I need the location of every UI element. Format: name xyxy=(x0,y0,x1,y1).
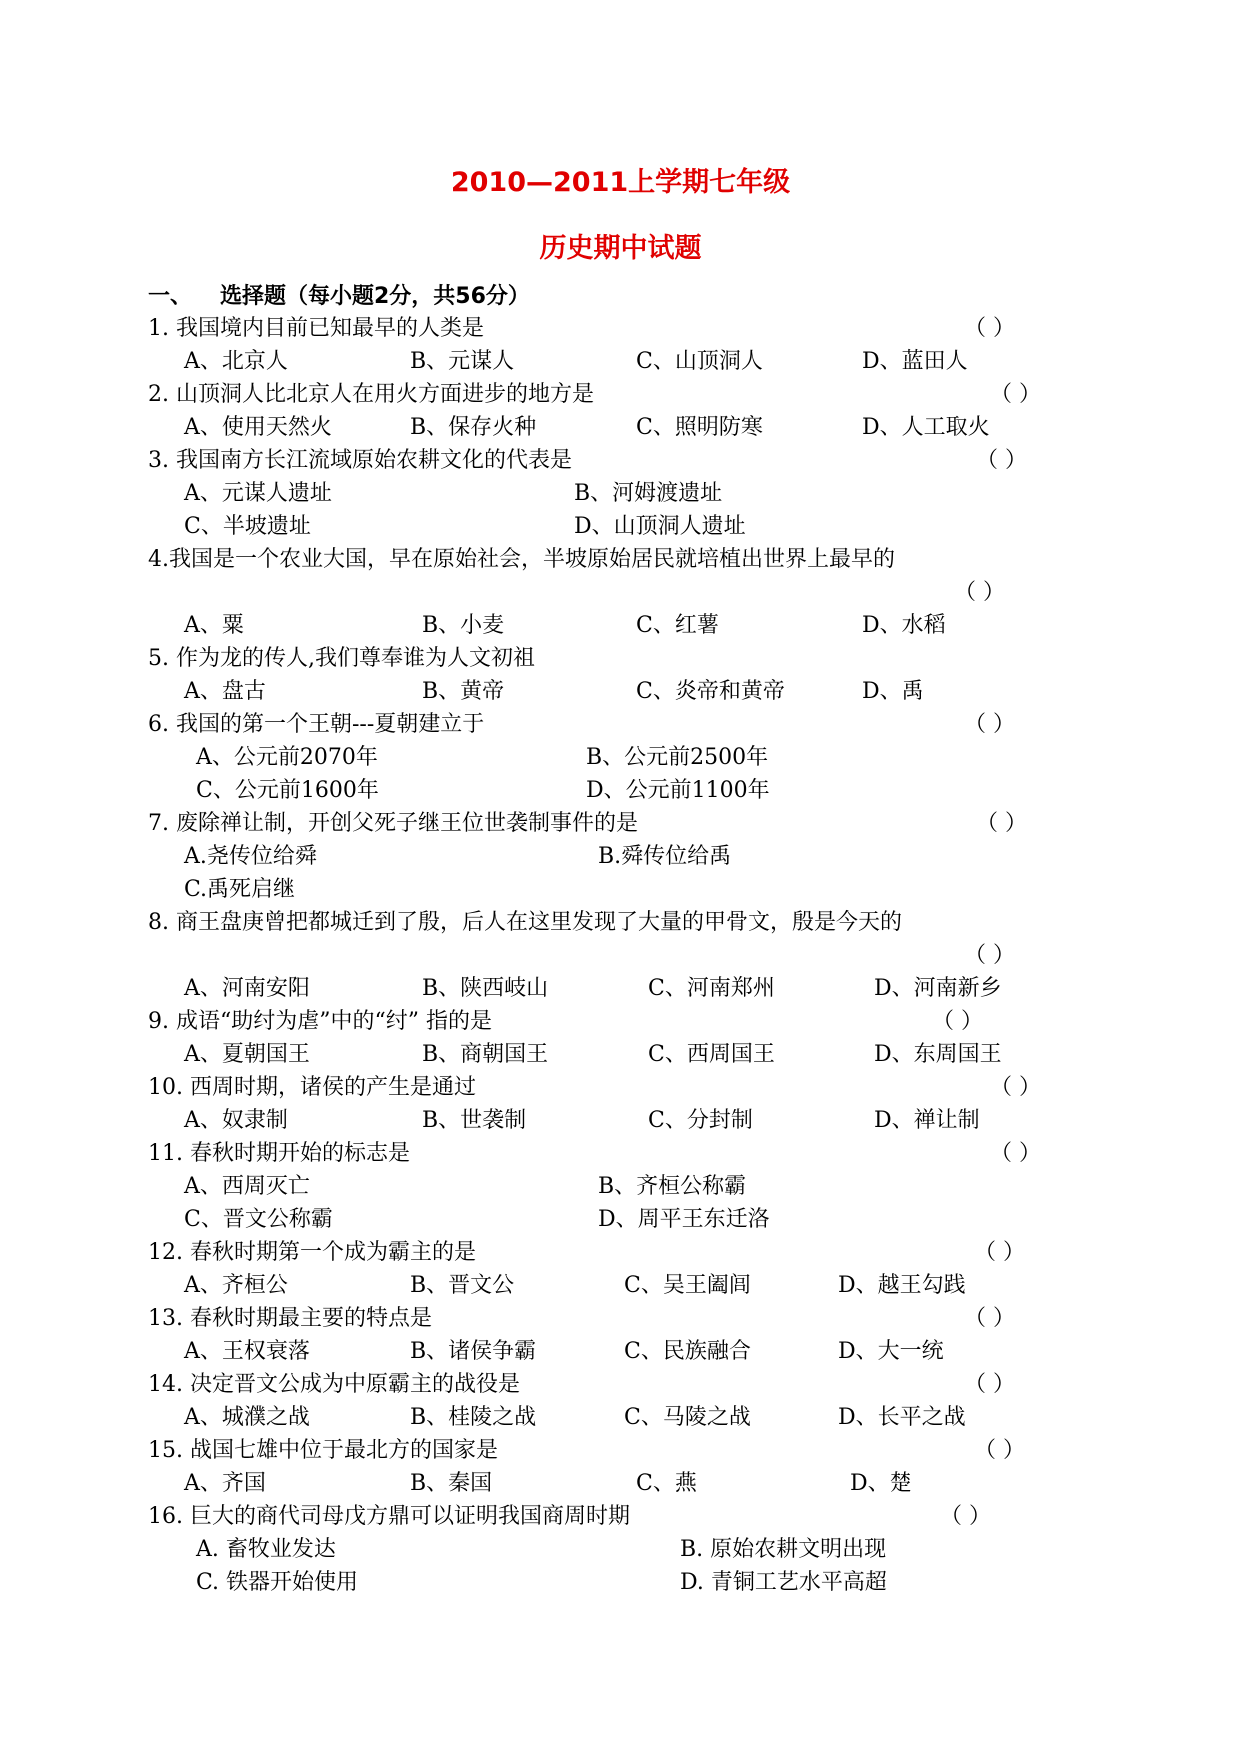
question-14-answer-blank: （ ） xyxy=(964,1372,1015,1397)
question-8-option-c: C、河南郑州 xyxy=(648,976,775,1001)
question-6-option-d: D、公元前1100年 xyxy=(586,778,770,803)
question-3-answer-blank: （ ） xyxy=(976,448,1027,473)
question-13-option-d: D、大一统 xyxy=(838,1339,944,1364)
question-2-option-a: A、使用天然火 xyxy=(184,415,332,440)
question-2-option-b: B、保存火种 xyxy=(410,415,537,440)
question-1-stem: 1. 我国境内目前已知最早的人类是 xyxy=(148,316,484,341)
question-10-answer-blank: （ ） xyxy=(990,1075,1041,1100)
question-1-option-d: D、蓝田人 xyxy=(862,349,968,374)
question-16-option-b: B. 原始农耕文明出现 xyxy=(680,1537,887,1562)
question-12-option-a: A、齐桓公 xyxy=(184,1273,288,1298)
question-6-option-a: A、公元前2070年 xyxy=(196,745,378,770)
question-3-stem: 3. 我国南方长江流域原始农耕文化的代表是 xyxy=(148,448,572,473)
question-2-option-c: C、照明防寒 xyxy=(636,415,763,440)
question-13-option-a: A、王权衰落 xyxy=(184,1339,310,1364)
question-5-option-c: C、炎帝和黄帝 xyxy=(636,679,785,704)
question-8-stem: 8. 商王盘庚曾把都城迁到了殷，后人在这里发现了大量的甲骨文，殷是今天的 xyxy=(148,910,902,935)
question-7-option-c: C.禹死启继 xyxy=(184,877,296,902)
question-13-stem: 13. 春秋时期最主要的特点是 xyxy=(148,1306,432,1331)
question-15-option-d: D、楚 xyxy=(850,1471,912,1496)
question-12-option-c: C、吴王阖闾 xyxy=(624,1273,751,1298)
question-6-answer-blank: （ ） xyxy=(964,712,1015,737)
question-14-option-d: D、长平之战 xyxy=(838,1405,966,1430)
question-3-option-c: C、半坡遗址 xyxy=(184,514,311,539)
question-9-option-a: A、夏朝国王 xyxy=(184,1042,310,1067)
question-5-option-a: A、盘古 xyxy=(184,679,266,704)
question-4-option-d: D、水稻 xyxy=(862,613,946,638)
question-12-stem: 12. 春秋时期第一个成为霸主的是 xyxy=(148,1240,476,1265)
question-11-answer-blank: （ ） xyxy=(990,1141,1041,1166)
question-14-option-c: C、马陵之战 xyxy=(624,1405,751,1430)
question-10-option-b: B、世袭制 xyxy=(422,1108,527,1133)
question-8-option-b: B、陕西岐山 xyxy=(422,976,549,1001)
question-11-option-c: C、晋文公称霸 xyxy=(184,1207,333,1232)
question-10-stem: 10. 西周时期，诸侯的产生是通过 xyxy=(148,1075,476,1100)
question-3-option-d: D、山顶洞人遗址 xyxy=(574,514,746,539)
question-5-option-b: B、黄帝 xyxy=(422,679,505,704)
question-1-option-c: C、山顶洞人 xyxy=(636,349,763,374)
question-9-option-b: B、商朝国王 xyxy=(422,1042,549,1067)
question-16-option-c: C. 铁器开始使用 xyxy=(196,1570,359,1595)
question-12-option-d: D、越王勾践 xyxy=(838,1273,966,1298)
question-7-option-a: A.尧传位给舜 xyxy=(184,844,317,869)
question-3-option-a: A、元谋人遗址 xyxy=(184,481,332,506)
question-12-answer-blank: （ ） xyxy=(974,1240,1025,1265)
question-7-option-b: B.舜传位给禹 xyxy=(598,844,732,869)
question-1-answer-blank: （ ） xyxy=(964,316,1015,341)
question-6-option-b: B、公元前2500年 xyxy=(586,745,769,770)
question-11-option-a: A、西周灭亡 xyxy=(184,1174,310,1199)
question-10-option-d: D、禅让制 xyxy=(874,1108,980,1133)
question-6-option-c: C、公元前1600年 xyxy=(196,778,379,803)
question-2-answer-blank: （ ） xyxy=(990,382,1041,407)
question-4-answer-blank: （ ） xyxy=(954,580,1005,605)
question-11-stem: 11. 春秋时期开始的标志是 xyxy=(148,1141,410,1166)
question-4-option-b: B、小麦 xyxy=(422,613,505,638)
question-5-option-d: D、禹 xyxy=(862,679,924,704)
question-5-stem: 5. 作为龙的传人,我们尊奉谁为人文初祖 xyxy=(148,646,535,671)
question-9-option-d: D、东周国王 xyxy=(874,1042,1002,1067)
question-6-stem: 6. 我国的第一个王朝---夏朝建立于 xyxy=(148,712,485,737)
section-number: 一、 xyxy=(148,284,193,309)
question-10-option-c: C、分封制 xyxy=(648,1108,753,1133)
question-13-answer-blank: （ ） xyxy=(964,1306,1015,1331)
question-1-option-a: A、北京人 xyxy=(184,349,288,374)
question-9-stem: 9. 成语“助纣为虐”中的“纣” 指的是 xyxy=(148,1009,492,1034)
question-4-stem: 4.我国是一个农业大国，早在原始社会，半坡原始居民就培植出世界上最早的 xyxy=(148,547,895,572)
exam-title-line1: 2010—2011上学期七年级 xyxy=(450,167,791,198)
question-15-option-c: C、燕 xyxy=(636,1471,697,1496)
question-14-option-b: B、桂陵之战 xyxy=(410,1405,537,1430)
question-4-option-a: A、粟 xyxy=(184,613,244,638)
exam-title-line2: 历史期中试题 xyxy=(539,233,702,264)
question-16-stem: 16. 巨大的商代司母戊方鼎可以证明我国商周时期 xyxy=(148,1504,630,1529)
section-heading xyxy=(148,282,530,312)
question-16-option-d: D. 青铜工艺水平高超 xyxy=(680,1570,887,1595)
question-15-option-b: B、秦国 xyxy=(410,1471,493,1496)
question-4-option-c: C、红薯 xyxy=(636,613,719,638)
question-16-answer-blank: （ ） xyxy=(940,1504,991,1529)
question-8-answer-blank: （ ） xyxy=(964,943,1015,968)
question-3-option-b: B、河姆渡遗址 xyxy=(574,481,723,506)
question-15-answer-blank: （ ） xyxy=(974,1438,1025,1463)
question-7-stem: 7. 废除禅让制，开创父死子继王位世袭制事件的是 xyxy=(148,811,638,836)
question-14-option-a: A、城濮之战 xyxy=(184,1405,310,1430)
question-10-option-a: A、奴隶制 xyxy=(184,1108,288,1133)
question-13-option-c: C、民族融合 xyxy=(624,1339,751,1364)
question-9-answer-blank: （ ） xyxy=(932,1009,983,1034)
question-14-stem: 14. 决定晋文公成为中原霸主的战役是 xyxy=(148,1372,520,1397)
question-2-option-d: D、人工取火 xyxy=(862,415,990,440)
question-9-option-c: C、西周国王 xyxy=(648,1042,775,1067)
question-8-option-d: D、河南新乡 xyxy=(874,976,1002,1001)
question-8-option-a: A、河南安阳 xyxy=(184,976,310,1001)
question-11-option-d: D、周平王东迁洛 xyxy=(598,1207,770,1232)
question-13-option-b: B、诸侯争霸 xyxy=(410,1339,537,1364)
question-12-option-b: B、晋文公 xyxy=(410,1273,515,1298)
question-16-option-a: A. 畜牧业发达 xyxy=(196,1537,336,1562)
question-1-option-b: B、元谋人 xyxy=(410,349,515,374)
question-15-option-a: A、齐国 xyxy=(184,1471,266,1496)
question-7-answer-blank: （ ） xyxy=(976,811,1027,836)
question-11-option-b: B、齐桓公称霸 xyxy=(598,1174,747,1199)
section-label: 选择题（每小题2分，共56分） xyxy=(220,284,530,309)
question-2-stem: 2. 山顶洞人比北京人在用火方面进步的地方是 xyxy=(148,382,594,407)
question-15-stem: 15. 战国七雄中位于最北方的国家是 xyxy=(148,1438,498,1463)
